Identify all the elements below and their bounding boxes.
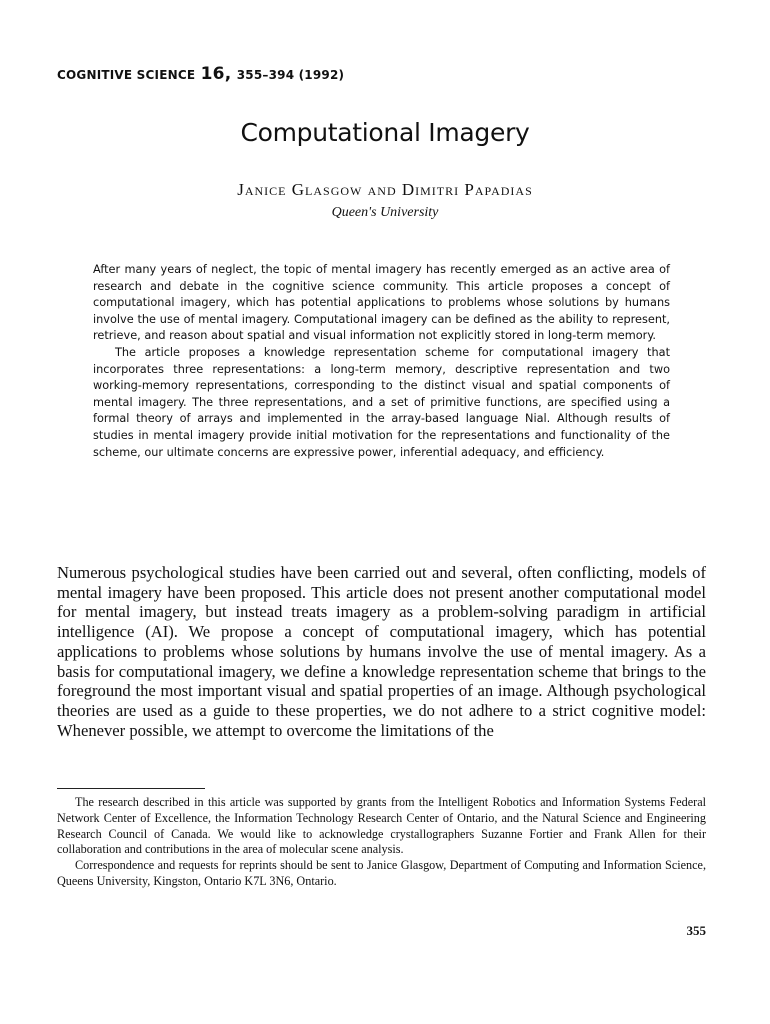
- journal-name: COGNITIVE SCIENCE: [57, 68, 196, 82]
- footnotes: [57, 795, 706, 890]
- journal-volume: 16,: [200, 64, 232, 84]
- article-authors: Janice Glasgow and Dimitri Papadias: [237, 180, 533, 199]
- page-number: 355: [686, 923, 706, 938]
- article-title: Computational Imagery: [240, 118, 530, 147]
- abstract-paragraph: After many years of neglect, the topic of mental imagery has recently emerged as an active area of research and debate in the cognitive science community. This article proposes a concept of computational imagery, which has potential applications to problems whose solutions by humans involve the use of mental imagery. Computational imagery can be defined as the ability to represent, retrieve, and reason about spatial and visual information not explicitly stored in long-term memory.: [93, 263, 670, 343]
- body-text: [57, 563, 706, 740]
- abstract-paragraph: The article proposes a knowledge representation scheme for computational imagery that incorporates three representations: a long-term memory, descriptive representation and two working-memory representations, corresponding to the distinct visual and spatial components of mental imagery. The three representations, and a set of primitive functions, are specified using a formal theory of arrays and implemented in the array-based language Nial. Although results of studies in mental imagery provide initial motivation for the representations and functionality of the scheme, our ultimate concerns are expressive power, inferential adequacy, and efficiency.: [93, 345, 670, 459]
- journal-pages: 355–394 (1992): [236, 68, 345, 82]
- footnote-correspondence: Correspondence and requests for reprints should be sent to Janice Glasgow, Department of Computing and Information Science, Queens University, Kingston, Ontario K7L 3N6, Ontario.: [57, 858, 706, 888]
- journal-citation: [57, 64, 707, 84]
- footnote-divider: [57, 788, 205, 789]
- author-affiliation: Queen's University: [331, 205, 439, 220]
- body-paragraph: Numerous psychological studies have been carried out and several, often conflicting, models of mental imagery have been proposed. This article does not present another computational model for mental imagery, but instead treats imagery as a problem-solving paradigm in artificial intelligence (AI). We propose a concept of computational imagery, which has potential applications to problems whose solutions by humans involve the use of mental imagery. As a basis for computational imagery, we define a knowledge representation scheme that brings to the foreground the most important visual and spatial properties of an image. Although psychological theories are used as a guide to these properties, we do not adhere to a strict cognitive model: Whenever possible, we attempt to overcome the limitations of the: [57, 563, 706, 740]
- abstract: [93, 262, 670, 461]
- footnote-funding: The research described in this article was supported by grants from the Intelligent Robotics and Information Systems Federal Network Center of Excellence, the Information Technology Research Center of Ontario, and the Natural Science and Engineering Research Council of Canada. We would like to acknowledge crystallographers Suzanne Fortier and Frank Allen for their collaboration and contributions in the area of molecular scene analysis.: [57, 795, 706, 857]
